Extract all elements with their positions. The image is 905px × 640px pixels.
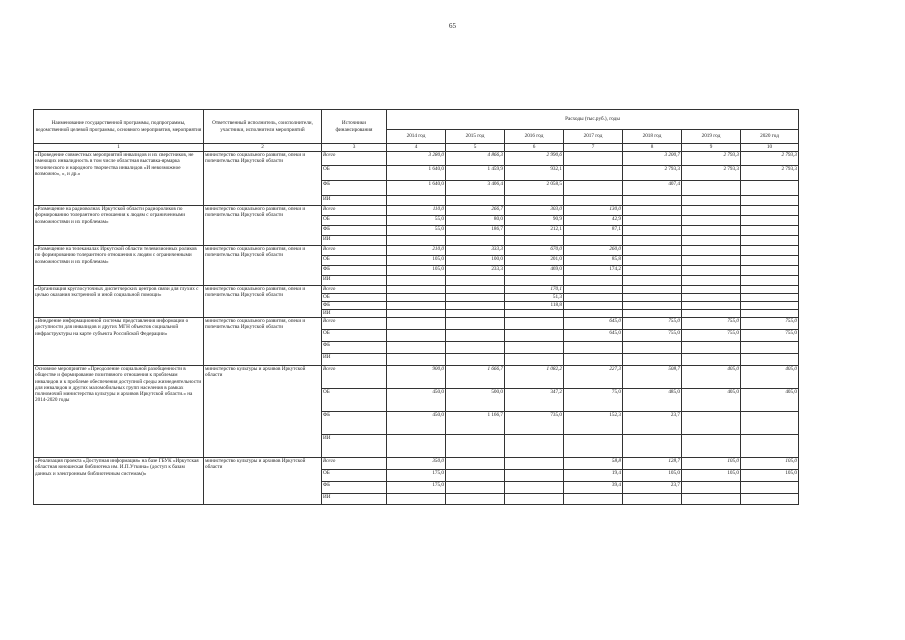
expense-value: 87,1 [564, 226, 623, 236]
expense-value: 105,0 [682, 470, 741, 482]
expense-value: 58,8 [564, 458, 623, 470]
column-number: 5 [446, 144, 505, 152]
funding-source: ФБ [322, 181, 387, 196]
expense-value [741, 286, 799, 294]
column-number: 9 [682, 144, 741, 152]
header-responsible: Ответственный исполнитель, соисполнители, участники, исполнители мероприятий [204, 110, 322, 144]
expense-value: 2 058,5 [505, 181, 564, 196]
expense-value: 450,0 [387, 389, 446, 412]
expense-value [446, 458, 505, 470]
expense-value: 266,7 [446, 206, 505, 216]
expense-value: 105,0 [741, 470, 799, 482]
expense-value: 19,4 [564, 470, 623, 482]
expense-value [446, 276, 505, 286]
expense-value [623, 294, 682, 302]
activity-name: «Проведение совместных мероприятий инвалидов и их сверстников, не имеющих инвалидность в том числе областная выставка-ярмарка технического и народного творчества инвалидов «И невозможное возможно», », и др.» [34, 152, 204, 206]
expense-value [564, 494, 623, 505]
header-expenses: Расходы (тыс.руб.), годы [387, 110, 799, 130]
expense-value [564, 354, 623, 366]
funding-source: ОБ [322, 166, 387, 181]
activity-name: «Организация круглосуточных диспетчерских центров связи для глухих с целью оказания экстренной и иной социальной помощи» [34, 286, 204, 318]
expense-value [741, 494, 799, 505]
expense-value: 932,1 [505, 166, 564, 181]
expense-value [623, 286, 682, 294]
expense-value: 303,0 [505, 206, 564, 216]
expense-value [446, 318, 505, 330]
funding-source: ОБ [322, 294, 387, 302]
funding-source: Всего [322, 286, 387, 294]
expense-value: 39,4 [564, 482, 623, 494]
expense-value: 3 406,4 [446, 181, 505, 196]
expense-value [446, 294, 505, 302]
expense-value [623, 256, 682, 266]
expense-value [623, 246, 682, 256]
expense-value [564, 286, 623, 294]
expense-value [741, 435, 799, 458]
funding-source: ФБ [322, 342, 387, 354]
expense-value [682, 435, 741, 458]
funding-source: ОБ [322, 330, 387, 342]
expense-value: 105,0 [623, 470, 682, 482]
expense-value [741, 206, 799, 216]
funding-source: Всего [322, 246, 387, 256]
expense-value [505, 276, 564, 286]
expense-value: 1 640,0 [387, 181, 446, 196]
expense-value [623, 494, 682, 505]
expense-value: 469,0 [505, 266, 564, 276]
expense-value: 2 990,6 [505, 152, 564, 166]
expense-value [505, 310, 564, 318]
funding-source: ИИ [322, 435, 387, 458]
table-row [34, 458, 799, 470]
expense-value: 118,8 [505, 302, 564, 310]
expense-value: 500,0 [446, 389, 505, 412]
expense-value [623, 276, 682, 286]
expense-value [682, 294, 741, 302]
expense-value [623, 206, 682, 216]
expense-value [387, 294, 446, 302]
funding-source: ФБ [322, 266, 387, 276]
expense-value: 105,0 [387, 266, 446, 276]
expense-value [741, 302, 799, 310]
expense-value [505, 354, 564, 366]
expense-value: 900,0 [387, 366, 446, 389]
expense-value [446, 330, 505, 342]
expense-value [446, 470, 505, 482]
expense-value: 227,3 [564, 366, 623, 389]
budget-table [33, 109, 799, 505]
responsible-executor: министерство социального развития, опеки и попечительства Иркутской области [204, 286, 322, 318]
expense-value [741, 266, 799, 276]
expense-value [623, 266, 682, 276]
column-number: 10 [741, 144, 799, 152]
expense-value [682, 246, 741, 256]
expense-value [387, 318, 446, 330]
funding-source: ОБ [322, 470, 387, 482]
header-year: 2018 год [623, 130, 682, 144]
funding-source: ИИ [322, 494, 387, 505]
expense-value [741, 294, 799, 302]
expense-value: 233,3 [446, 266, 505, 276]
expense-value: 333,3 [446, 246, 505, 256]
expense-value: 755,0 [623, 318, 682, 330]
expense-value: 755,0 [623, 330, 682, 342]
expense-value [741, 276, 799, 286]
expense-value: 201,0 [505, 256, 564, 266]
expense-value [564, 166, 623, 181]
expense-value [387, 494, 446, 505]
expense-value [623, 310, 682, 318]
expense-value: 755,0 [741, 330, 799, 342]
expense-value: 645,0 [564, 318, 623, 330]
expense-value: 2 793,3 [741, 166, 799, 181]
expense-value: 350,0 [387, 458, 446, 470]
responsible-executor: министерство культуры и архивов Иркутской области [204, 366, 322, 458]
funding-source: ОБ [322, 216, 387, 226]
expense-value [564, 294, 623, 302]
expense-value: 130,0 [564, 206, 623, 216]
expense-value [623, 302, 682, 310]
expense-value [564, 196, 623, 206]
funding-source: Всего [322, 152, 387, 166]
expense-value [446, 354, 505, 366]
funding-source: ИИ [322, 236, 387, 246]
expense-value [741, 342, 799, 354]
expense-value [446, 342, 505, 354]
expense-value: 2 793,3 [623, 166, 682, 181]
column-number: 6 [505, 144, 564, 152]
expense-value: 1 640,0 [387, 166, 446, 181]
funding-source: ФБ [322, 302, 387, 310]
expense-value: 23,7 [623, 482, 682, 494]
expense-value [682, 226, 741, 236]
expense-value: 508,7 [623, 366, 682, 389]
expense-value [505, 330, 564, 342]
expense-value: 485,0 [623, 389, 682, 412]
expense-value [623, 196, 682, 206]
activity-name: «Размещение на радиоволнах Иркутской области радиороликов по формированию толерантного отношения к людям с ограниченными возможностями и их проблемам» [34, 206, 204, 246]
expense-value [741, 216, 799, 226]
expense-value [682, 216, 741, 226]
responsible-executor: министерство социального развития, опеки и попечительства Иркутской области [204, 152, 322, 206]
activity-name: Основное мероприятие «Преодоление социальной разобщенности в обществе и формирование позитивного отношения к проблемам инвалидов и к проблеме обеспечения доступной среды жизнедеятельности для инвалидов и других маломобильных групп населения в рамках полномочий министерства культуры и архивов Иркутской области.» на 2014-2020 годы [34, 366, 204, 458]
expense-value: 1 082,2 [505, 366, 564, 389]
table-row [34, 318, 799, 330]
responsible-executor: министерство социального развития, опеки и попечительства Иркутской области [204, 206, 322, 246]
expense-value: 85,8 [564, 256, 623, 266]
expense-value [505, 470, 564, 482]
expense-value [387, 276, 446, 286]
expense-value: 55,0 [387, 216, 446, 226]
expense-value [682, 412, 741, 435]
page-number: 65 [449, 22, 456, 30]
expense-value: 105,0 [741, 458, 799, 470]
table-row [34, 246, 799, 256]
funding-source: ОБ [322, 389, 387, 412]
expense-value [741, 482, 799, 494]
expense-value: 174,2 [564, 266, 623, 276]
expense-value [505, 494, 564, 505]
expense-value: 100,0 [446, 256, 505, 266]
expense-value [387, 196, 446, 206]
expense-value [387, 435, 446, 458]
expense-value: 260,0 [564, 246, 623, 256]
expense-value [387, 342, 446, 354]
activity-name: «Размещение на телеканалах Иркутской области телевизионных роликов по формированию толерантного отношения к людям с ограниченными возможностями и их проблемам» [34, 246, 204, 286]
expense-value: 4 866,3 [446, 152, 505, 166]
funding-source: ИИ [322, 196, 387, 206]
expense-value: 1 166,7 [446, 412, 505, 435]
expense-value: 105,0 [682, 458, 741, 470]
expense-value: 51,3 [505, 294, 564, 302]
expense-value: 450,0 [387, 412, 446, 435]
expense-value [564, 276, 623, 286]
funding-source: ФБ [322, 482, 387, 494]
expense-value: 735,0 [505, 412, 564, 435]
funding-source: ФБ [322, 226, 387, 236]
expense-value: 645,0 [564, 330, 623, 342]
expense-value [741, 354, 799, 366]
funding-source: ИИ [322, 354, 387, 366]
expense-value: 152,3 [564, 412, 623, 435]
expense-value [623, 216, 682, 226]
expense-value [446, 302, 505, 310]
header-source: Источники финансирования [322, 110, 387, 144]
expense-value [682, 310, 741, 318]
expense-value: 2 793,3 [741, 152, 799, 166]
expense-value [682, 494, 741, 505]
expense-value [446, 482, 505, 494]
expense-value [564, 236, 623, 246]
expense-value [741, 196, 799, 206]
expense-value: 755,0 [682, 330, 741, 342]
expense-value: 212,1 [505, 226, 564, 236]
header-year: 2016 год [505, 130, 564, 144]
expense-value [682, 196, 741, 206]
funding-source: ОБ [322, 256, 387, 266]
expense-value [505, 342, 564, 354]
expense-value [446, 494, 505, 505]
expense-value [741, 236, 799, 246]
expense-value [387, 330, 446, 342]
expense-value: 2 793,3 [682, 152, 741, 166]
expense-value [446, 236, 505, 246]
expense-value [682, 236, 741, 246]
expense-value: 175,0 [387, 470, 446, 482]
expense-value [682, 276, 741, 286]
expense-value [564, 310, 623, 318]
table-row [34, 206, 799, 216]
expense-value [741, 256, 799, 266]
expense-value [682, 342, 741, 354]
column-number: 7 [564, 144, 623, 152]
expense-value [682, 302, 741, 310]
expense-value [682, 266, 741, 276]
expense-value [564, 152, 623, 166]
expense-value [741, 226, 799, 236]
expense-value [682, 354, 741, 366]
expense-value [505, 482, 564, 494]
expense-value: 105,0 [387, 256, 446, 266]
expense-value [682, 181, 741, 196]
expense-value [623, 342, 682, 354]
expense-value [741, 310, 799, 318]
expense-value [505, 318, 564, 330]
responsible-executor: министерство социального развития, опеки и попечительства Иркутской области [204, 318, 322, 366]
expense-value: 175,0 [387, 482, 446, 494]
expense-value [564, 342, 623, 354]
expense-value [682, 482, 741, 494]
expense-value [623, 435, 682, 458]
header-name: Наименование государственной программы, подпрограммы, ведомственной целевой программы, основного мероприятия, мероприятия [34, 110, 204, 144]
header-year: 2015 год [446, 130, 505, 144]
expense-value: 347,2 [505, 389, 564, 412]
funding-source: ИИ [322, 310, 387, 318]
expense-value: 90,9 [505, 216, 564, 226]
activity-name: «Реализация проекта «Доступная информация» на базе ГБУК «Иркутская областная юношеская библиотека им. И.П.Уткина» (доступ к базам данных и электронным библиотечным системам)» [34, 458, 204, 505]
expense-value [741, 412, 799, 435]
column-number: 1 [34, 144, 204, 152]
expense-value: 1 666,7 [446, 366, 505, 389]
header-year: 2019 год [682, 130, 741, 144]
expense-value: 1 459,9 [446, 166, 505, 181]
expense-value: 110,0 [387, 206, 446, 216]
column-number: 4 [387, 144, 446, 152]
expense-value [446, 435, 505, 458]
expense-value: 405,0 [741, 389, 799, 412]
expense-value: 405,0 [682, 366, 741, 389]
expense-value: 755,0 [741, 318, 799, 330]
expense-value [505, 236, 564, 246]
expense-value: 55,0 [387, 226, 446, 236]
expense-value [741, 246, 799, 256]
expense-value [564, 435, 623, 458]
expense-value: 170,1 [505, 286, 564, 294]
expense-value [446, 286, 505, 294]
funding-source: ФБ [322, 412, 387, 435]
expense-value: 405,0 [741, 366, 799, 389]
expense-value: 75,0 [564, 389, 623, 412]
expense-value [446, 310, 505, 318]
funding-source: ИИ [322, 276, 387, 286]
responsible-executor: министерство социального развития, опеки и попечительства Иркутской области [204, 246, 322, 286]
expense-value: 186,7 [446, 226, 505, 236]
column-number: 2 [204, 144, 322, 152]
activity-name: «Внедрение информационной системы представления информации о доступности для инвалидов и других МГН объектов социальной инфраструктуры на карте субъекта Российской Федерации» [34, 318, 204, 366]
header-year: 2020 год [741, 130, 799, 144]
funding-source: Всего [322, 206, 387, 216]
expense-value: 128,7 [623, 458, 682, 470]
header-year: 2014 год [387, 130, 446, 144]
expense-value [505, 458, 564, 470]
expense-value: 23,7 [623, 412, 682, 435]
column-number: 3 [322, 144, 387, 152]
expense-value [446, 196, 505, 206]
funding-source: Всего [322, 318, 387, 330]
expense-value: 3 200,7 [623, 152, 682, 166]
table-row [34, 152, 799, 166]
expense-value: 670,0 [505, 246, 564, 256]
expense-value [387, 286, 446, 294]
table-row [34, 286, 799, 294]
expense-value: 755,0 [682, 318, 741, 330]
expense-value [682, 286, 741, 294]
expense-value: 42,9 [564, 216, 623, 226]
expense-value: 2 793,3 [682, 166, 741, 181]
funding-source: Всего [322, 366, 387, 389]
responsible-executor: министерство культуры и архивов Иркутской области [204, 458, 322, 505]
expense-value: 407,4 [623, 181, 682, 196]
expense-value [387, 354, 446, 366]
expense-value [682, 256, 741, 266]
expense-value [564, 302, 623, 310]
table-row [34, 366, 799, 389]
expense-value: 405,0 [682, 389, 741, 412]
expense-value [387, 236, 446, 246]
expense-value [387, 302, 446, 310]
expense-value [505, 196, 564, 206]
expense-value: 3 280,0 [387, 152, 446, 166]
expense-value [505, 435, 564, 458]
header-year: 2017 год [564, 130, 623, 144]
expense-value [741, 181, 799, 196]
expense-value [387, 310, 446, 318]
expense-value: 80,0 [446, 216, 505, 226]
expense-value [623, 226, 682, 236]
expense-value [623, 354, 682, 366]
expense-value [682, 206, 741, 216]
expense-value [623, 236, 682, 246]
column-number: 8 [623, 144, 682, 152]
expense-value [564, 181, 623, 196]
expense-value: 210,0 [387, 246, 446, 256]
funding-source: Всего [322, 458, 387, 470]
